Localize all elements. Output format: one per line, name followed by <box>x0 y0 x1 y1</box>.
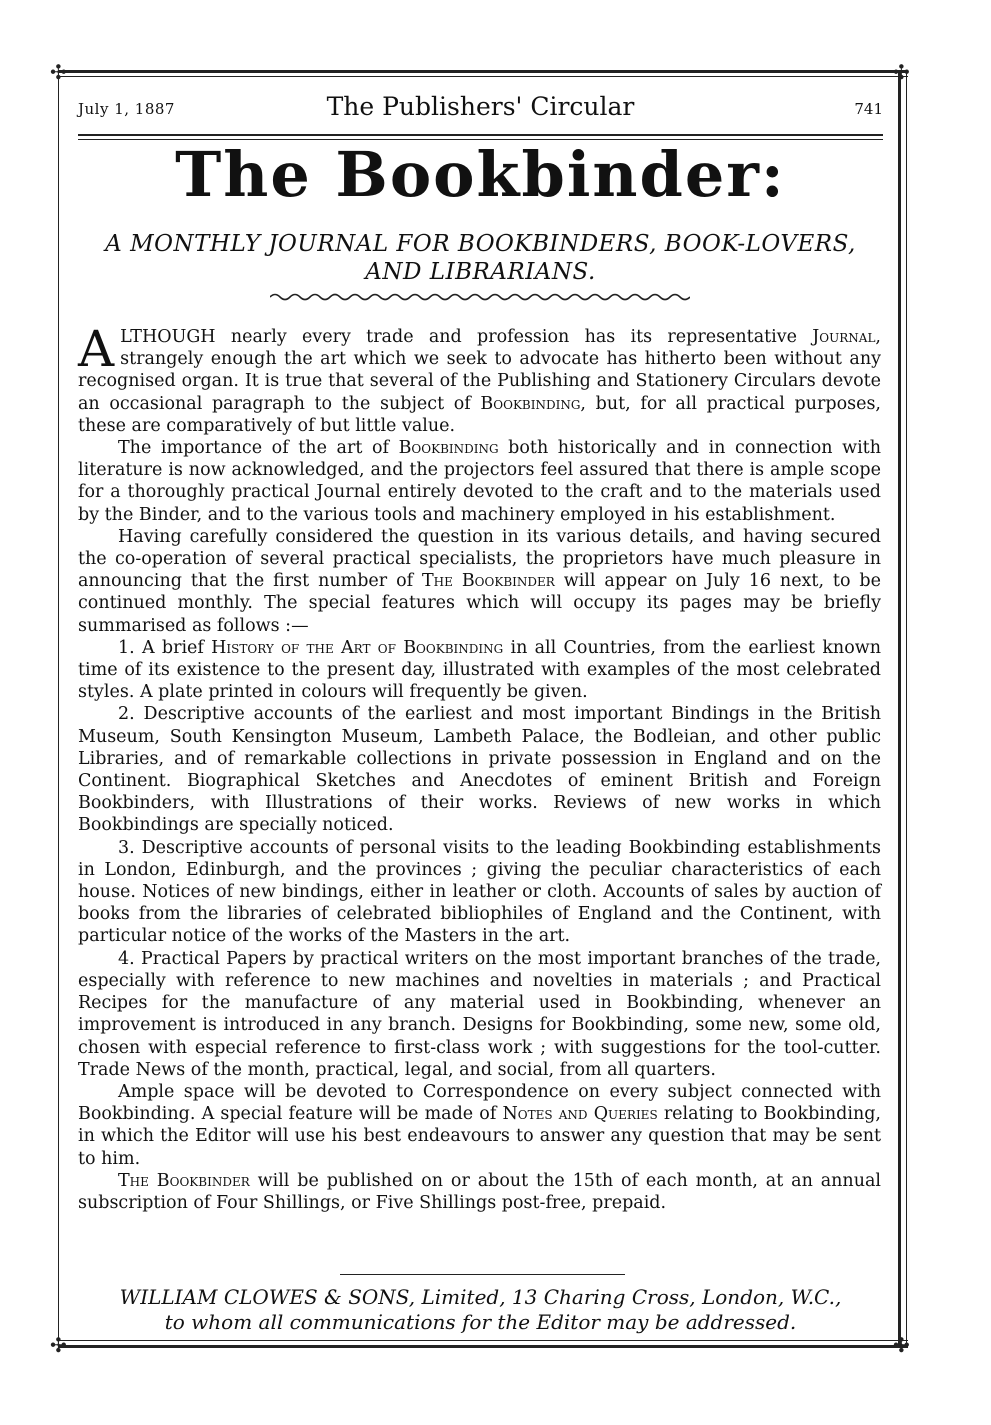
publication-title: The Publishers' Circular <box>326 92 635 121</box>
paragraph-intro: ALTHOUGH nearly every trade and profession has its representative Journal, strangely enough the art which we seek to advocate has hitherto been without any recognised organ. It is true that several of the Publishing and Stationery Circulars devote an occasional paragraph to the subject of Bookbinding, but, for all practical purposes, these are comparatively of but little value. <box>78 320 881 436</box>
paragraph-subscription: The Bookbinder will be published on or about the 15th of each month, at an annual subscription of Four Shillings, or Five Shillings post-free, prepaid. <box>78 1170 881 1213</box>
frame-top-rule-thin <box>58 76 908 77</box>
paragraph-announcement: Having carefully considered the question in its various details, and having secured the co-operation of several practical specialists, the proprietors have much pleasure in announcing that the first number of The Bookbinder will appear on July 16 next, to be continued monthly. The special features which will occupy its pages may be briefly summarised as follows :— <box>78 526 881 636</box>
feature-item-3: 3. Descriptive accounts of personal visits to the leading Bookbinding establishments in London, Edinburgh, and the provinces ; giving the peculiar characteristics of each house. Notices of new bindings, either in leather or cloth. Accounts of sales by auction of books from the libraries of celebrated bibliophiles of England and the Continent, with particular notice of the works of the Masters in the art. <box>78 837 881 947</box>
imprint-line-1: WILLIAM CLOWES & SONS, Limited, 13 Charing Cross, London, W.C., <box>119 1285 842 1309</box>
paragraph-correspondence: Ample space will be devoted to Correspondence on every subject connected with Bookbinding. A special feature will be made of Notes and Queries relating to Bookbinding, in which the Editor will use his best endeavours to answer any question that may be sent to him. <box>78 1081 881 1169</box>
running-head <box>78 92 883 132</box>
drop-cap: A <box>78 320 115 378</box>
corner-ornament-icon: ✣ <box>893 1333 910 1357</box>
frame-bottom-rule-thin <box>58 1340 908 1341</box>
page-number: 741 <box>854 100 883 118</box>
imprint-line-2: to whom all communications for the Editor may be addressed. <box>164 1310 797 1334</box>
subtitle-line-1: A MONTHLY JOURNAL FOR BOOKBINDERS, BOOK-LOVERS, <box>105 231 856 257</box>
header-rule <box>78 134 883 136</box>
frame-left-rule <box>58 70 59 1348</box>
frame-top-rule <box>58 70 908 73</box>
feature-item-4: 4. Practical Papers by practical writers on the most important branches of the trade, especially with reference to new machines and novelties in materials ; and Practical Recipes for the manufacture of any material used in Bookbinding, whenever an improvement is introduced in any branch. Designs for Bookbinding, some new, some old, chosen with especial reference to first-class work ; with suggestions for the tool-cutter. Trade News of the month, practical, legal, and social, from all quarters. <box>78 948 881 1080</box>
wavy-ornament-rule <box>270 292 690 302</box>
frame-right-rule-thin <box>906 70 907 1348</box>
masthead-subtitle <box>78 230 883 286</box>
subtitle-line-2: AND LIBRARIANS. <box>365 259 596 285</box>
feature-item-2: 2. Descriptive accounts of the earliest and most important Bindings in the British Museum, South Kensington Museum, Lambeth Palace, the Bodleian, and other public Libraries, and of remarkable collections in private possession in England and on the Continent. Biographical Sketches and Anecdotes of eminent British and Foreign Bookbinders, with Illustrations of their works. Reviews of new works in which Bookbindings are specially noticed. <box>78 704 881 836</box>
issue-date: July 1, 1887 <box>78 100 175 118</box>
publisher-imprint <box>78 1285 883 1335</box>
frame-bottom-rule <box>58 1345 908 1348</box>
footer-rule <box>340 1274 625 1275</box>
masthead-title: The Bookbinder: <box>175 138 786 211</box>
paragraph-importance: The importance of the art of Bookbinding both historically and in connection with literature is now acknowledged, and the projectors feel assured that there is ample scope for a thoroughly practical Journal entirely devoted to the craft and to the materials used by the Binder, and to the various tools and machinery employed in his establishment. <box>78 438 881 525</box>
frame-right-rule <box>898 70 901 1348</box>
corner-ornament-icon: ✣ <box>50 1333 67 1357</box>
article-body <box>78 320 881 1214</box>
corner-ornament-icon: ✣ <box>893 60 910 84</box>
feature-item-1: 1. A brief History of the Art of Bookbinding in all Countries, from the earliest known time of its existence to the present day, illustrated with examples of the most celebrated styles. A plate printed in colours will frequently be given. <box>78 637 881 703</box>
corner-ornament-icon: ✣ <box>50 60 67 84</box>
